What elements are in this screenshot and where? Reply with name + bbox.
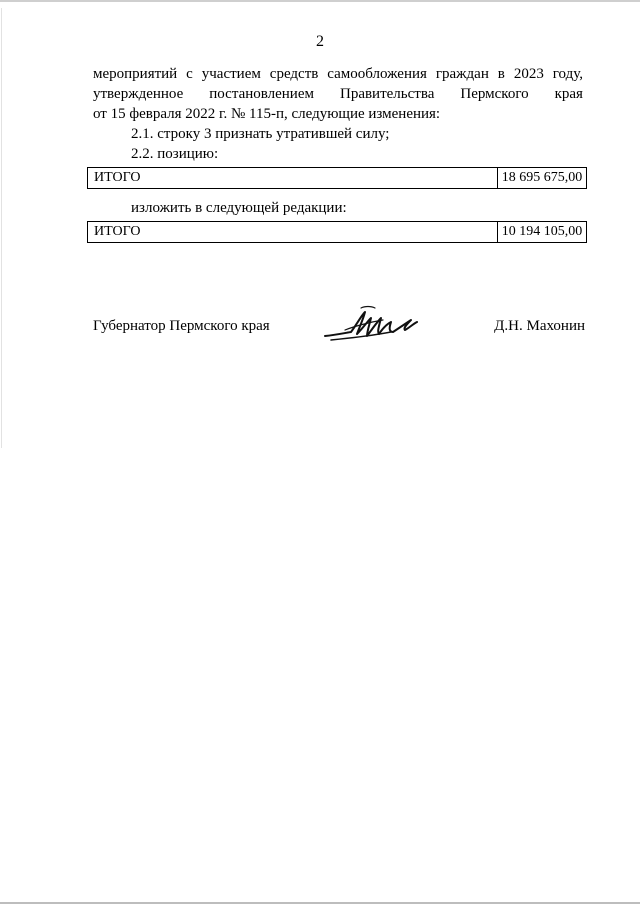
signatory-name: Д.Н. Махонин	[494, 318, 585, 334]
paragraph-line-3: от 15 февраля 2022 г. № 115-п, следующие изменения:	[93, 106, 441, 122]
paragraph-word: в	[497, 66, 505, 82]
page-number: 2	[316, 33, 324, 50]
item-2-2: 2.2. позицию:	[131, 146, 219, 162]
paragraph-word: постановлением	[209, 86, 314, 102]
left-scan-edge	[1, 8, 2, 448]
new-total-label: ИТОГО	[88, 222, 498, 242]
paragraph-word: средств	[269, 66, 319, 82]
paragraph-word: 2023	[513, 66, 544, 82]
paragraph-word: Пермского	[460, 86, 529, 102]
paragraph-word: Правительства	[339, 86, 435, 102]
paragraph-word: утвержденное	[93, 86, 184, 102]
paragraph-word: мероприятий	[93, 66, 178, 82]
new-total-table	[87, 221, 587, 243]
paragraph-word: году,	[552, 66, 583, 82]
paragraph-word: граждан	[435, 66, 489, 82]
old-total-label: ИТОГО	[88, 168, 498, 188]
handwritten-signature	[321, 302, 421, 348]
new-total-value: 10 194 105,00	[501, 224, 583, 239]
restate-text: изложить в следующей редакции:	[131, 200, 347, 216]
old-total-value: 18 695 675,00	[501, 170, 583, 185]
paragraph-line-1	[93, 64, 583, 84]
signatory-title: Губернатор Пермского края	[93, 318, 270, 334]
body-paragraph	[93, 64, 583, 124]
item-2-1: 2.1. строку 3 признать утратившей силу;	[131, 126, 390, 142]
old-total-table	[87, 167, 587, 189]
paragraph-line-2	[93, 84, 583, 104]
paragraph-word: участием	[201, 66, 261, 82]
paragraph-word: самообложения	[327, 66, 427, 82]
paragraph-word: с	[186, 66, 193, 82]
paragraph-word: края	[554, 86, 583, 102]
top-scan-edge	[0, 0, 640, 2]
bottom-scan-edge	[0, 902, 640, 904]
